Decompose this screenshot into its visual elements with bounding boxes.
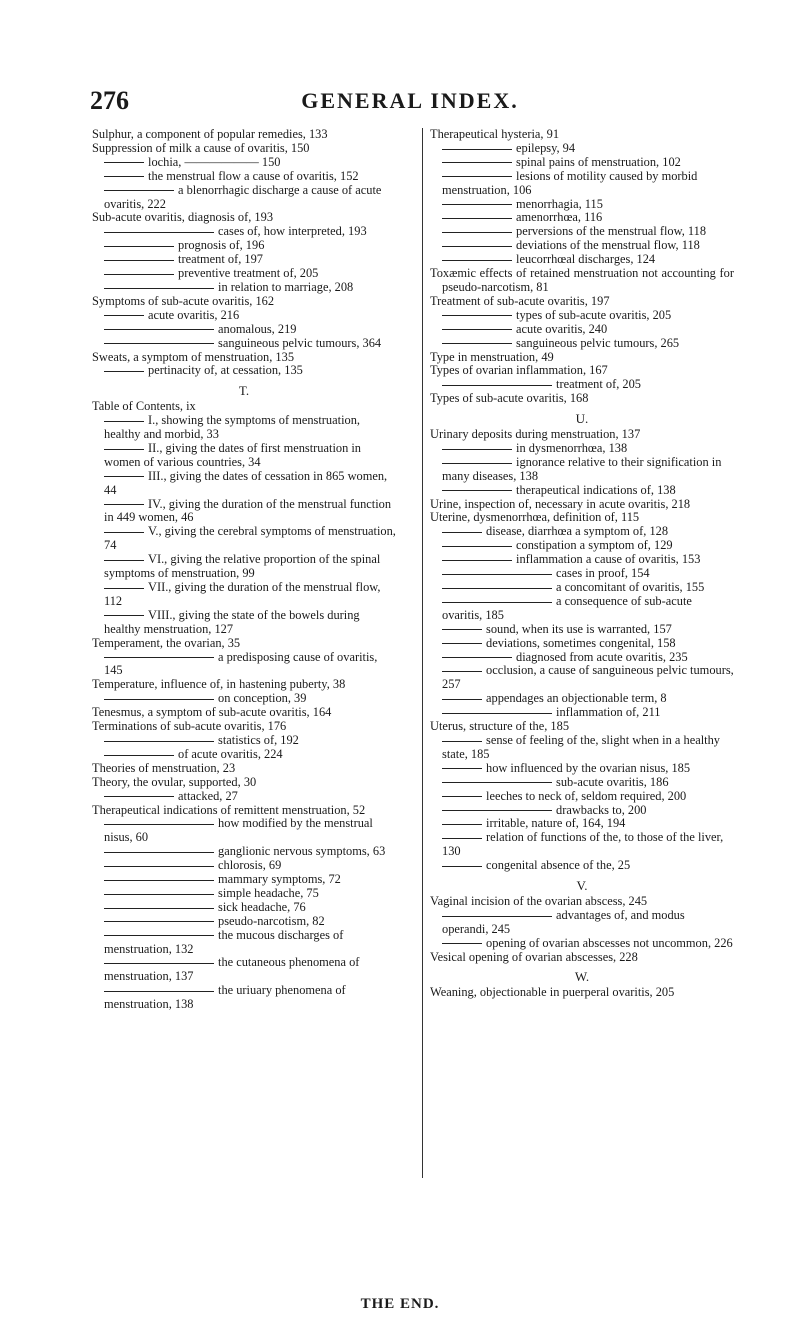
index-subentry [430,337,734,351]
ditto-rule [104,190,174,191]
index-entry: Urinary deposits during menstruation, 137 [430,427,641,442]
index-entry: Weaning, objectionable in puerperal ovaritis, 205 [430,985,675,1000]
ditto-rule [104,274,174,275]
index-subentry [92,984,396,1012]
index-subentry [430,859,734,873]
ditto-rule [104,176,144,177]
index-subentry [430,156,734,170]
ditto-rule [104,162,144,163]
index-entry: Types of ovarian inflammation, 167 [430,363,608,378]
ditto-rule [442,643,482,644]
index-subentry [92,609,396,637]
subentry-text: a concomitant of ovaritis, 155 [556,580,705,594]
index-subentry [430,198,734,212]
subentry-text: sanguineous pelvic tumours, 265 [516,335,680,350]
running-head: GENERAL INDEX. [301,88,519,113]
ditto-rule [104,343,214,344]
right-index-column [430,128,734,1000]
ditto-rule [104,866,214,867]
ditto-rule [104,921,214,922]
subentry-text: opening of ovarian abscesses not uncommon, 226 [486,935,733,950]
subentry-text: chlorosis, 69 [218,858,282,873]
subentry-text: of acute ovaritis, 224 [178,746,283,761]
ditto-rule [104,699,214,700]
ditto-rule [442,671,482,672]
subentry-text: the cutaneous phenomena of menstruation, 137 [104,955,360,984]
ditto-rule [104,824,214,825]
ditto-rule [104,560,144,561]
index-entry: Vesical opening of ovarian abscesses, 228 [430,949,638,964]
index-subentry [430,817,734,831]
ditto-rule [442,943,482,944]
subentry-text: a consequence of sub-acute ovaritis, 185 [442,593,692,622]
subentry-text: lochia, —————— 150 [148,154,281,169]
index-subentry [92,470,396,498]
ditto-rule [442,449,512,450]
ditto-rule [442,782,552,783]
index-subentry [430,651,734,665]
subentry-text: inflammation a cause of ovaritis, 153 [516,552,701,567]
index-subentry [430,595,734,623]
subentry-text: the mucous discharges of menstruation, 132 [104,927,344,956]
index-subentry [92,364,396,378]
ditto-rule [104,615,144,616]
ditto-rule [104,852,214,853]
ditto-rule [442,162,512,163]
subentry-text: VII., giving the duration of the menstrual flow, 112 [104,580,381,608]
ditto-rule [104,449,144,450]
subentry-text: prognosis of, 196 [178,238,265,253]
ditto-rule [104,657,214,658]
subentry-text: ganglionic nervous symptoms, 63 [218,844,386,859]
ditto-rule [442,810,552,811]
ditto-rule [104,894,214,895]
ditto-rule [104,796,174,797]
ditto-rule [442,768,482,769]
index-subentry [430,734,734,762]
index-entry: Vaginal incision of the ovarian abscess, 245 [430,893,648,908]
index-subentry [92,817,396,845]
subentry-text: mammary symptoms, 72 [218,872,341,887]
section-letter: W. [574,969,590,985]
index-subentry [430,909,734,937]
index-subentry [430,804,734,818]
index-subentry [92,553,396,581]
index-subentry [92,956,396,984]
index-entry: Tenesmus, a symptom of sub-acute ovaritis, 164 [92,705,332,720]
ditto-rule [104,246,174,247]
ditto-rule [104,329,214,330]
ditto-rule [442,699,482,700]
subentry-text: types of sub-acute ovaritis, 205 [516,307,672,322]
index-subentry [92,734,396,748]
index-subentry [430,525,734,539]
column-divider [422,128,423,1178]
index-entry: Terminations of sub-acute ovaritis, 176 [92,719,287,734]
index-subentry [92,170,396,184]
subentry-text: disease, diarrhœa a symptom of, 128 [486,524,669,539]
ditto-rule [442,629,482,630]
ditto-rule [442,713,552,714]
subentry-text: appendages an objectionable term, 8 [486,691,667,706]
index-subentry [430,937,734,951]
index-entry: Therapeutical hysteria, 91 [430,127,560,141]
subentry-text: perversions of the menstrual flow, 118 [516,224,707,239]
ditto-rule [104,260,174,261]
subentry-text: occlusion, a cause of sanguineous pelvic tumours, 257 [442,663,734,692]
subentry-text: constipation a symptom of, 129 [516,538,673,553]
index-entry: Sweats, a symptom of menstruation, 135 [92,349,295,364]
index-subentry [430,239,734,253]
index-subentry [430,225,734,239]
index-entry: Types of sub-acute ovaritis, 168 [430,391,589,406]
index-subentry [92,915,396,929]
index-subentry [430,484,734,498]
index-subentry [430,567,734,581]
subentry-text: deviations, sometimes congenital, 158 [486,635,676,650]
index-subentry [430,776,734,790]
ditto-rule [104,741,214,742]
subentry-text: I., showing the symptoms of menstruation, healthy and morbid, 33 [104,413,361,442]
ditto-rule [442,657,512,658]
ditto-rule [442,463,512,464]
index-subentry [92,442,396,470]
index-subentry [430,706,734,720]
ditto-rule [104,588,144,589]
index-subentry [430,623,734,637]
subentry-text: treatment of, 197 [178,252,263,267]
index-entry: Temperament, the ovarian, 35 [92,635,241,650]
ditto-rule [104,476,144,477]
index-subentry [92,414,396,442]
subentry-text: sanguineous pelvic tumours, 364 [218,335,382,350]
subentry-text: the menstrual flow a cause of ovaritis, 152 [148,168,359,183]
index-subentry [430,378,734,392]
subentry-text: in dysmenorrhœa, 138 [516,440,628,455]
subentry-text: relation of functions of the, to those of the liver, 130 [442,830,724,859]
index-subentry [430,442,734,456]
ditto-rule [442,149,512,150]
section-letter: U. [575,411,589,427]
subentry-text: anomalous, 219 [218,321,297,336]
index-subentry [430,664,734,692]
subentry-text: how influenced by the ovarian nisus, 185 [486,760,691,775]
subentry-text: leeches to neck of, seldom required, 200 [486,788,687,803]
subentry-text: V., giving the cerebral symptoms of menstruation, 74 [104,524,396,553]
index-subentry [92,239,396,253]
subentry-text: how modified by the menstrual nisus, 60 [104,816,373,845]
index-entry: Table of Contents, ix [92,399,196,414]
index-subentry [92,859,396,873]
ditto-rule [442,546,512,547]
ditto-rule [442,916,552,917]
ditto-rule [104,504,144,505]
subentry-text: acute ovaritis, 216 [148,307,240,322]
index-subentry [92,887,396,901]
index-entry: Toxæmic effects of retained menstruation not accounting for pseudo-narcotism, 81 [430,266,734,294]
ditto-rule [104,755,174,756]
subentry-text: attacked, 27 [178,788,238,803]
index-subentry [430,253,734,267]
index-subentry [430,142,734,156]
subentry-text: simple headache, 75 [218,885,319,900]
ditto-rule [104,421,144,422]
index-subentry [92,581,396,609]
ditto-rule [442,204,512,205]
index-subentry [92,267,396,281]
index-subentry [92,184,396,212]
subentry-text: advantages of, and modus operandi, 245 [442,907,685,936]
ditto-rule [442,574,552,575]
index-entry: Sulphur, a component of popular remedies, 133 [92,127,328,141]
subentry-text: sound, when its use is warranted, 157 [486,621,672,636]
subentry-text: IV., giving the duration of the menstrual function in 449 women, 46 [104,496,392,525]
ditto-rule [104,880,214,881]
ditto-rule [104,963,214,964]
subentry-text: therapeutical indications of, 138 [516,482,676,497]
section-letter: T. [238,383,250,399]
subentry-text: irritable, nature of, 164, 194 [486,816,626,831]
index-subentry [430,553,734,567]
subentry-text: menorrhagia, 115 [516,196,603,211]
ditto-rule [442,315,512,316]
ditto-rule [442,796,482,797]
ditto-rule [442,260,512,261]
ditto-rule [442,602,552,603]
index-subentry [92,225,396,239]
ditto-rule [104,908,214,909]
subentry-text: congenital absence of the, 25 [486,858,631,873]
ditto-rule [104,935,214,936]
ditto-rule [442,176,512,177]
index-subentry [430,323,734,337]
ditto-rule [442,385,552,386]
index-entry: Symptoms of sub-acute ovaritis, 162 [92,293,275,308]
index-entry: Uterus, structure of the, 185 [430,719,570,734]
index-subentry [92,525,396,553]
subentry-text: epilepsy, 94 [516,140,576,155]
ditto-rule [104,991,214,992]
subentry-text: cases of, how interpreted, 193 [218,224,367,239]
index-subentry [430,456,734,484]
ditto-rule [442,246,512,247]
index-subentry [430,831,734,859]
index-entry: Theories of menstruation, 23 [92,760,236,775]
ditto-rule [442,588,552,589]
index-subentry [430,790,734,804]
index-subentry [92,901,396,915]
subentry-text: statistics of, 192 [218,732,299,747]
ditto-rule [442,490,512,491]
index-subentry [92,253,396,267]
index-entry: Theory, the ovular, supported, 30 [92,774,257,789]
subentry-text: amenorrhœa, 116 [516,210,603,225]
subentry-text: deviations of the menstrual flow, 118 [516,238,700,253]
subentry-text: ignorance relative to their signification in many diseases, 138 [442,454,722,483]
index-entry: Therapeutical indications of remittent menstruation, 52 [92,802,366,817]
subentry-text: pseudo-narcotism, 82 [218,913,325,928]
subentry-text: sub-acute ovaritis, 186 [556,774,669,789]
page-header [90,86,730,116]
subentry-text: III., giving the dates of cessation in 865 women, 44 [104,468,388,497]
ditto-rule [442,329,512,330]
index-subentry [92,929,396,957]
index-subentry [430,309,734,323]
ditto-rule [442,741,482,742]
ditto-rule [104,288,214,289]
section-letter: V. [576,878,588,894]
subentry-text: a blenorrhagic discharge a cause of acute ovaritis, 222 [104,182,382,211]
index-subentry [92,790,396,804]
subentry-text: VI., giving the relative proportion of the spinal symptoms of menstruation, 99 [104,552,381,581]
subentry-text: treatment of, 205 [556,377,641,392]
ditto-rule [442,560,512,561]
subentry-text: on conception, 39 [218,691,307,706]
subentry-text: a predisposing cause of ovaritis, 145 [104,649,378,678]
index-entry: Suppression of milk a cause of ovaritis, 150 [92,140,310,155]
index-subentry [92,337,396,351]
subentry-text: spinal pains of menstruation, 102 [516,154,681,169]
subentry-text: the uriuary phenomena of menstruation, 138 [104,983,346,1012]
ditto-rule [442,232,512,233]
index-subentry [92,281,396,295]
subentry-text: sick headache, 76 [218,899,306,914]
subentry-text: sense of feeling of the, slight when in a healthy state, 185 [442,732,720,761]
ditto-rule [442,824,482,825]
index-subentry [430,170,734,198]
ditto-rule [442,218,512,219]
index-entry: Type in menstruation, 49 [430,349,554,364]
index-entry: Temperature, influence of, in hastening puberty, 38 [92,677,346,692]
index-subentry [430,211,734,225]
subentry-text: pertinacity of, at cessation, 135 [148,363,303,378]
index-subentry [92,845,396,859]
ditto-rule [104,232,214,233]
index-subentry [92,498,396,526]
ditto-rule [442,343,512,344]
index-entry: Urine, inspection of, necessary in acute ovaritis, 218 [430,496,691,511]
index-subentry [92,748,396,762]
index-subentry [92,692,396,706]
index-subentry [430,539,734,553]
subentry-text: drawbacks to, 200 [556,802,647,817]
page-number: 276 [90,86,129,115]
ditto-rule [104,315,144,316]
ditto-rule [104,371,144,372]
index-entry: Sub-acute ovaritis, diagnosis of, 193 [92,210,274,225]
subentry-text: in relation to marriage, 208 [218,279,354,294]
subentry-text: VIII., giving the state of the bowels during healthy menstruation, 127 [104,607,360,636]
index-entry: Uterine, dysmenorrhœa, definition of, 115 [430,510,640,525]
index-subentry [430,637,734,651]
index-subentry [92,873,396,887]
subentry-text: preventive treatment of, 205 [178,266,319,281]
index-subentry [92,156,396,170]
index-entry: Treatment of sub-acute ovaritis, 197 [430,293,610,308]
subentry-text: lesions of motility caused by morbid menstruation, 106 [442,168,698,197]
the-end: THE END. [360,1296,440,1312]
ditto-rule [442,532,482,533]
subentry-text: acute ovaritis, 240 [516,321,608,336]
index-subentry [430,762,734,776]
ditto-rule [104,532,144,533]
ditto-rule [442,838,482,839]
subentry-text: diagnosed from acute ovaritis, 235 [516,649,688,664]
subentry-text: leucorrhœal discharges, 124 [516,252,656,267]
index-subentry [430,692,734,706]
index-subentry [430,581,734,595]
subentry-text: II., giving the dates of first menstruation in women of various countries, 34 [104,440,362,469]
left-index-column [92,128,396,1012]
index-subentry [92,309,396,323]
index-subentry [92,323,396,337]
index-subentry [92,651,396,679]
subentry-text: inflammation of, 211 [556,705,661,720]
subentry-text: cases in proof, 154 [556,566,650,581]
ditto-rule [442,866,482,867]
